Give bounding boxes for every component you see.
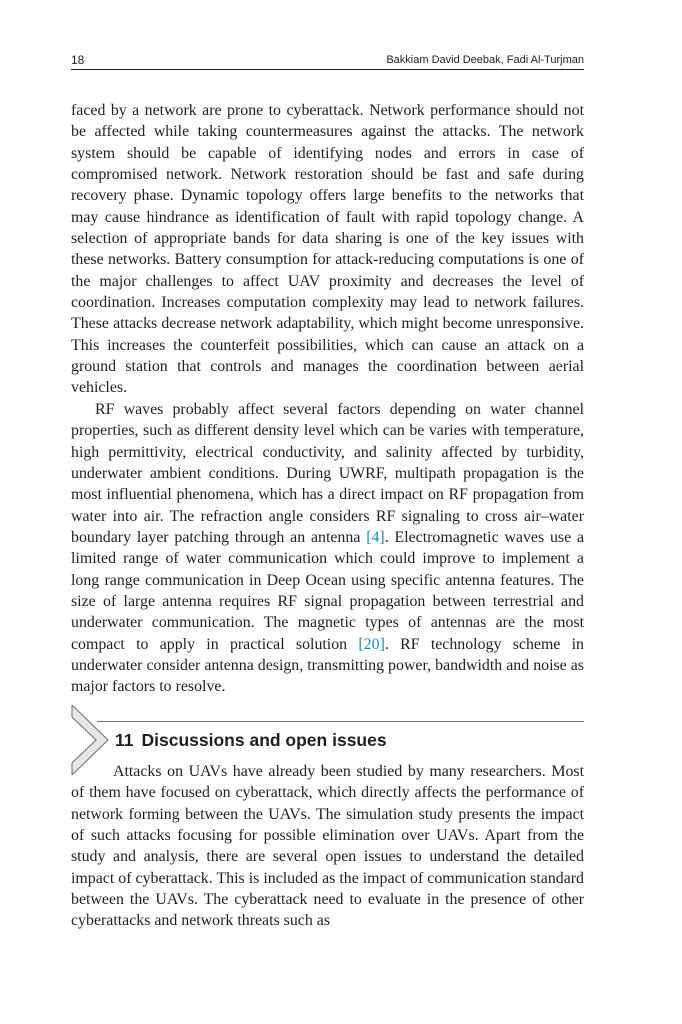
paragraph-2 — [71, 399, 584, 698]
running-header — [71, 52, 584, 70]
paragraph-1 — [71, 100, 584, 399]
paragraph-text: . Electromagnetic waves use a limited range of water communication which could improve to implement a long range communication in Deep Ocean using specific antenna features. The size of large antenna requires RF signal propagation between terrestrial and underwater communication. The magnetic types of antennas are the most compact to apply in practical solution — [71, 529, 584, 653]
citation-link[interactable]: [4] — [366, 529, 385, 547]
paragraph-3 — [71, 761, 584, 932]
paragraph-text: RF waves probably affect several factors depending on water channel properties, such as different density level which can be varies with temperature, high permittivity, electrical conductivity, and salinity affected by turbidity, underwater ambient conditions. During UWRF, multipath propagation is the most influential phenomena, which has a direct impact on RF propagation from water into air. The refraction angle considers RF signaling to cross air–water boundary layer patching through an antenna — [71, 401, 584, 547]
page-number: 18 — [71, 53, 85, 67]
section-title: Discussions and open issues — [141, 730, 387, 750]
section-heading — [115, 729, 387, 751]
section-number: 11 — [115, 730, 134, 750]
section-rule — [97, 721, 584, 722]
running-header-authors: Bakkiam David Deebak, Fadi Al-Turjman — [386, 54, 584, 66]
citation-link[interactable]: [20] — [358, 635, 385, 653]
paragraph-text: faced by a network are prone to cyberattack. Network performance should not be affected while taking countermeasures against the attacks. The network system should be capable of identifying nodes and errors in case of compromised network. Network restoration should be fast and safe during recovery phase. Dynamic topology offers large benefits to the networks that may cause hindrance as identification of fault with rapid topology change. A selection of appropriate bands for data sharing is one of the key issues with these networks. Battery consumption for attack-reducing computations is one of the major challenges to affect UAV proximity and decreases the level of coordination. Increases computation complexity may lead to network failures. These attacks decrease network adaptability, which might become unresponsive. This increases the counterfeit possibilities, which can cause an attack on a ground station that controls and manages the coordination between aerial vehicles. — [71, 102, 584, 397]
paragraph-text: . RF technology scheme in underwater consider antenna design, transmitting power, bandwidth and noise as major factors to resolve. — [71, 635, 584, 696]
paragraph-text: Attacks on UAVs have already been studied by many researchers. Most of them have focused on cyberattack, which directly affects the performance of network forming between the UAVs. The simulation study presents the impact of such attacks focusing for possible elimination over UAVs. Apart from the study and analysis, there are several open issues to understand the detailed impact of cyberattack. This is included as the impact of communication standard between the UAVs. The cyberattack need to evaluate in the presence of other cyberattacks and network threats such as — [71, 763, 584, 930]
